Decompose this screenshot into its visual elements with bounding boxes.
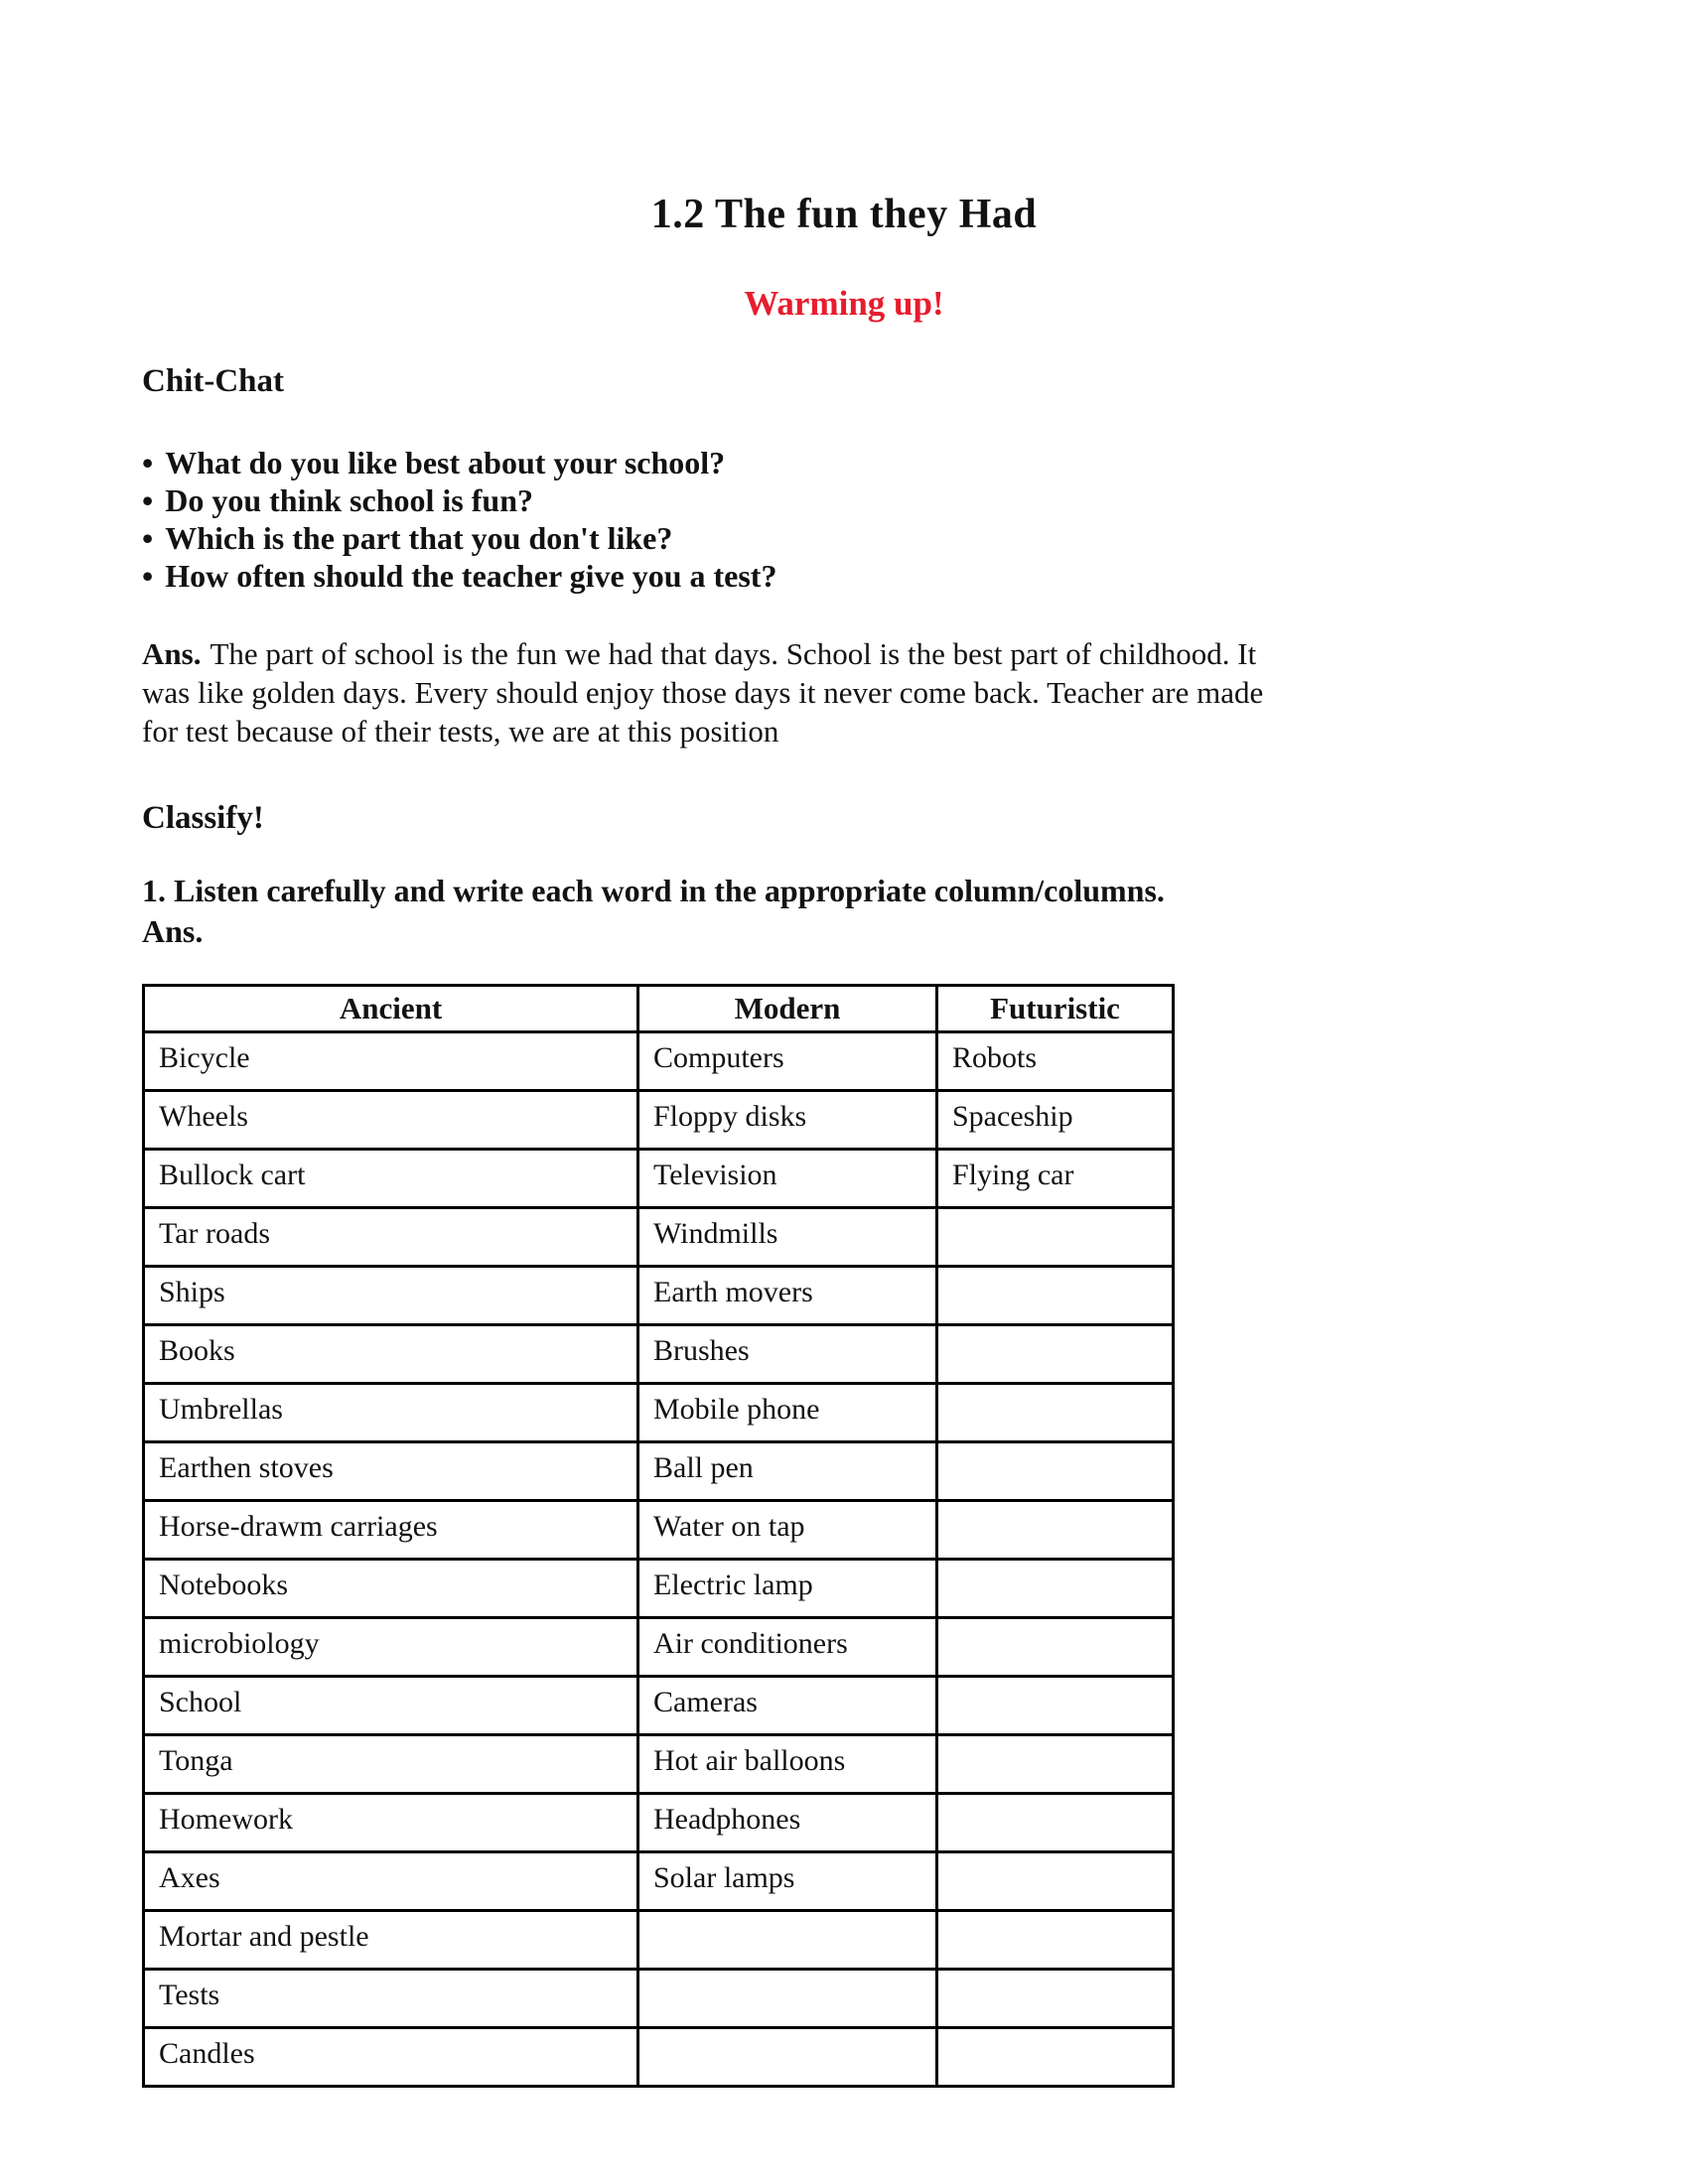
table-cell [638,2028,937,2087]
question-text: What do you like best about your school? [165,445,726,480]
table-cell: Solar lamps [638,1852,937,1911]
table-row [144,1267,1174,1325]
question-text: Do you think school is fun? [165,482,533,518]
table-cell [937,1735,1174,1794]
classification-table-body [144,1032,1174,2087]
table-cell: Earth movers [638,1267,937,1325]
table-cell: Flying car [937,1150,1174,1208]
classify-heading: Classify! [142,800,264,836]
classification-table-head [144,986,1174,1032]
bullet-icon: • [142,558,154,594]
bullet-icon: • [142,482,154,518]
table-cell [638,1970,937,2028]
warming-up-heading: Warming up! [744,284,944,323]
table-row [144,1852,1174,1911]
table-row [144,1501,1174,1560]
classify-answer-label: Ans. [142,913,204,949]
column-header-modern: Modern [638,986,937,1032]
table-row [144,1384,1174,1442]
column-header-futuristic: Futuristic [937,986,1174,1032]
table-cell: School [144,1677,638,1735]
table-cell [937,1970,1174,2028]
question-text: How often should the teacher give you a test? [165,558,777,594]
table-cell: Electric lamp [638,1560,937,1618]
table-cell [937,1677,1174,1735]
answer-label: Ans. [142,636,202,671]
table-row [144,1091,1174,1150]
chit-chat-heading: Chit-Chat [142,363,285,399]
table-row [144,1325,1174,1384]
table-cell [937,1208,1174,1267]
answer-line: for test because of their tests, we are at this position [142,714,779,749]
table-cell: Television [638,1150,937,1208]
table-row [144,1911,1174,1970]
table-cell: Floppy disks [638,1091,937,1150]
table-row [144,1677,1174,1735]
table-cell: Bullock cart [144,1150,638,1208]
table-cell [937,1911,1174,1970]
table-cell: Earthen stoves [144,1442,638,1501]
table-cell: Computers [638,1032,937,1091]
table-cell: Water on tap [638,1501,937,1560]
table-cell: Air conditioners [638,1618,937,1677]
table-cell: Tar roads [144,1208,638,1267]
table-cell [638,1911,937,1970]
table-cell [937,1442,1174,1501]
table-cell: Tests [144,1970,638,2028]
table-cell [937,1852,1174,1911]
table-header-row [144,986,1174,1032]
table-cell: Umbrellas [144,1384,638,1442]
chit-chat-question-list [142,444,1546,595]
table-cell: Mobile phone [638,1384,937,1442]
table-cell: Books [144,1325,638,1384]
table-row [144,1735,1174,1794]
table-row [144,1150,1174,1208]
list-item [142,444,1546,481]
table-cell: Bicycle [144,1032,638,1091]
table-row [144,1208,1174,1267]
table-row [144,2028,1174,2087]
table-cell [937,1325,1174,1384]
classify-instruction: 1. Listen carefully and write each word in the appropriate column/columns. [142,873,1165,908]
table-cell: Hot air balloons [638,1735,937,1794]
table-cell: Horse-drawm carriages [144,1501,638,1560]
table-cell: Homework [144,1794,638,1852]
table-cell: Robots [937,1032,1174,1091]
table-cell [937,1618,1174,1677]
table-cell: Headphones [638,1794,937,1852]
table-cell: Axes [144,1852,638,1911]
table-cell [937,1794,1174,1852]
table-cell [937,1560,1174,1618]
bullet-icon: • [142,520,154,556]
table-cell: microbiology [144,1618,638,1677]
list-item [142,557,1546,595]
list-item [142,519,1546,557]
table-cell: Tonga [144,1735,638,1794]
table-cell: Brushes [638,1325,937,1384]
list-item [142,481,1546,519]
table-cell [937,1267,1174,1325]
table-cell: Ships [144,1267,638,1325]
answer-line: The part of school is the fun we had that days. School is the best part of childhood. It [210,636,1257,671]
table-cell: Ball pen [638,1442,937,1501]
bullet-icon: • [142,445,154,480]
table-cell [937,1384,1174,1442]
classification-table [142,984,1175,2088]
table-cell: Notebooks [144,1560,638,1618]
table-row [144,1442,1174,1501]
column-header-ancient: Ancient [144,986,638,1032]
table-cell: Spaceship [937,1091,1174,1150]
chit-chat-answer-paragraph [142,634,1546,751]
table-cell [937,2028,1174,2087]
table-row [144,1970,1174,2028]
table-row [144,1794,1174,1852]
table-row [144,1032,1174,1091]
table-cell [937,1501,1174,1560]
table-cell: Cameras [638,1677,937,1735]
table-cell: Wheels [144,1091,638,1150]
question-text: Which is the part that you don't like? [165,520,673,556]
table-cell: Candles [144,2028,638,2087]
table-row [144,1618,1174,1677]
page-title: 1.2 The fun they Had [650,192,1038,237]
answer-line: was like golden days. Every should enjoy those days it never come back. Teacher are made [142,675,1264,710]
table-cell: Windmills [638,1208,937,1267]
table-row [144,1560,1174,1618]
table-cell: Mortar and pestle [144,1911,638,1970]
